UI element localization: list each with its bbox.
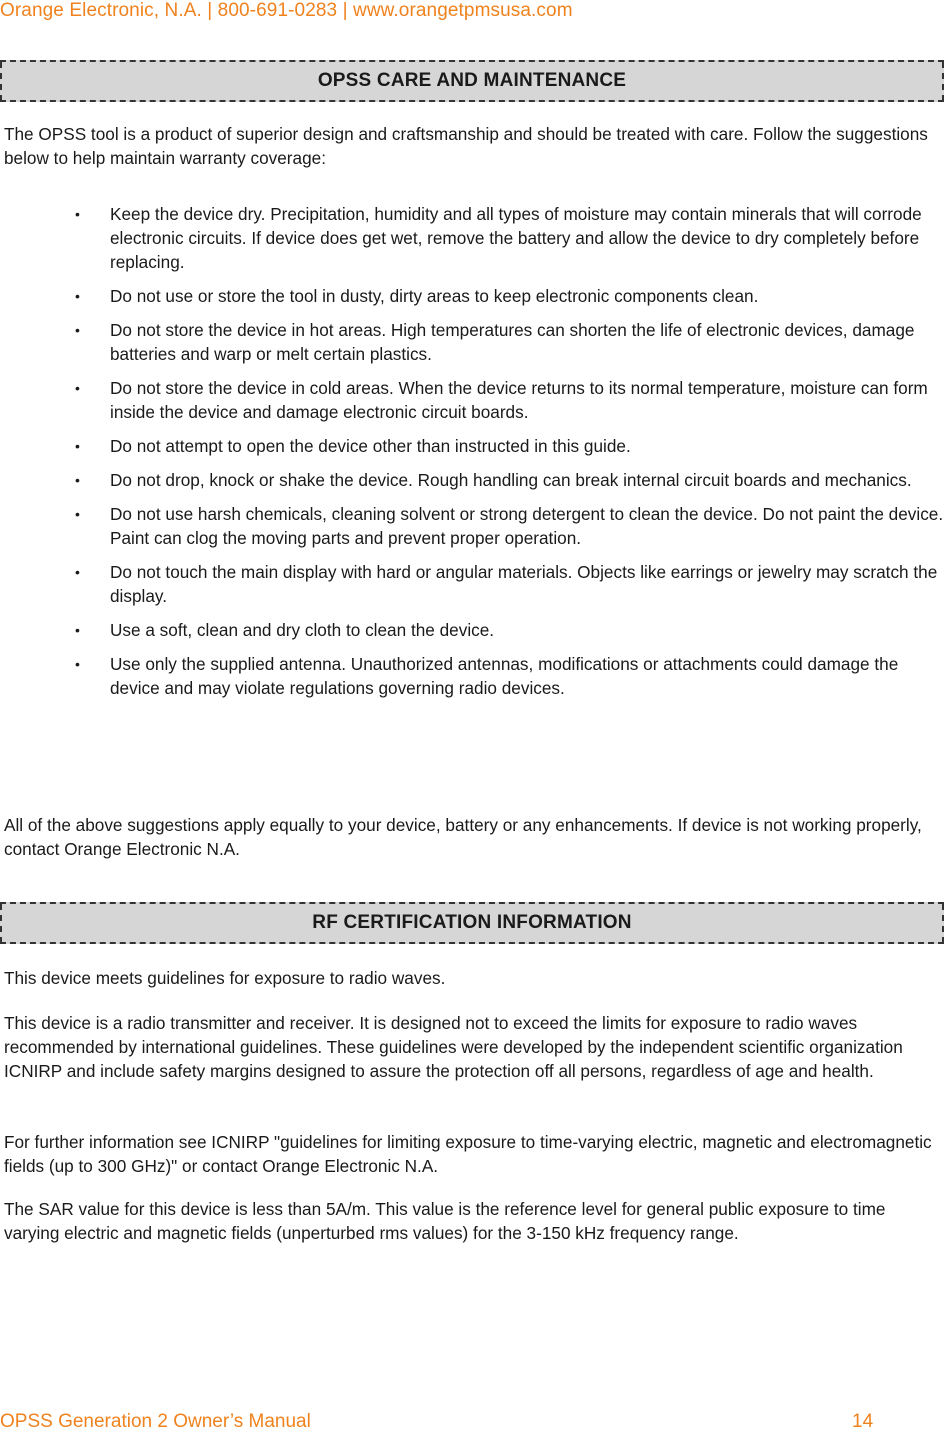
- care-outro: All of the above suggestions apply equally to your device, battery or any enhancements. If device is not working properly, contact Orange Electronic N.A.: [4, 815, 922, 859]
- list-item: • Do not drop, knock or shake the device. Rough handling can break internal circuit boards and mechanics.: [75, 470, 912, 490]
- list-item: • Use only the supplied antenna. Unauthorized antennas, modifications or attachments could damage the device and may violate regulations governing radio devices.: [75, 654, 899, 698]
- bullet-icon: •: [75, 206, 80, 222]
- list-item: • Do not use or store the tool in dusty, dirty areas to keep electronic components clean.: [75, 286, 759, 306]
- list-item: • Do not attempt to open the device other than instructed in this guide.: [75, 436, 631, 456]
- rf-section-title: RF CERTIFICATION INFORMATION: [0, 902, 944, 944]
- care-list: [0, 202, 948, 710]
- footer-manual-title: OPSS Generation 2 Owner’s Manual: [0, 1411, 311, 1432]
- care-section-title: OPSS CARE AND MAINTENANCE: [0, 60, 944, 102]
- list-item: • Do not use harsh chemicals, cleaning solvent or strong detergent to clean the device. Do not paint the device. Paint can clog the moving parts and prevent proper operation.: [75, 504, 944, 548]
- bullet-icon: •: [75, 472, 80, 488]
- bullet-icon: •: [75, 322, 80, 338]
- bullet-icon: •: [75, 506, 80, 522]
- bullet-icon: •: [75, 288, 80, 304]
- rf-paragraph-2: This device is a radio transmitter and receiver. It is designed not to exceed the limits for exposure to radio waves recommended by international guidelines. These guidelines were developed by the independent scientific organization ICNIRP and include safety margins designed to assure the protection off all persons, regardless of age and health.: [4, 1013, 903, 1081]
- bullet-icon: •: [75, 656, 80, 672]
- rf-paragraph-1: This device meets guidelines for exposure to radio waves.: [4, 968, 446, 988]
- header-contact-line: Orange Electronic, N.A. | 800-691-0283 | www.orangetpmsusa.com: [0, 0, 573, 21]
- list-item: • Do not touch the main display with hard or angular materials. Objects like earrings or jewelry may scratch the display.: [75, 562, 938, 606]
- care-intro: The OPSS tool is a product of superior design and craftsmanship and should be treated with care. Follow the suggestions below to help maintain warranty coverage:: [4, 124, 928, 168]
- rf-paragraph-3: For further information see ICNIRP "guidelines for limiting exposure to time-varying electric, magnetic and electromagnetic fields (up to 300 GHz)" or contact Orange Electronic N.A.: [4, 1132, 932, 1176]
- list-item: • Do not store the device in cold areas. When the device returns to its normal temperature, moisture can form inside the device and damage electronic circuit boards.: [75, 378, 928, 422]
- rf-paragraph-4: The SAR value for this device is less than 5A/m. This value is the reference level for general public exposure to time varying electric and magnetic fields (unperturbed rms values) for the 3-150 kHz frequency range.: [4, 1199, 886, 1243]
- list-item: • Do not store the device in hot areas. High temperatures can shorten the life of electronic devices, damage batteries and warp or melt certain plastics.: [75, 320, 915, 364]
- list-item: • Keep the device dry. Precipitation, humidity and all types of moisture may contain minerals that will corrode electronic circuits. If device does get wet, remove the battery and allow the device to dry completely before replacing.: [75, 204, 922, 272]
- bullet-icon: •: [75, 380, 80, 396]
- list-item: • Use a soft, clean and dry cloth to clean the device.: [75, 620, 495, 640]
- bullet-icon: •: [75, 438, 80, 454]
- page-number: 14: [852, 1411, 874, 1432]
- bullet-icon: •: [75, 622, 80, 638]
- bullet-icon: •: [75, 564, 80, 580]
